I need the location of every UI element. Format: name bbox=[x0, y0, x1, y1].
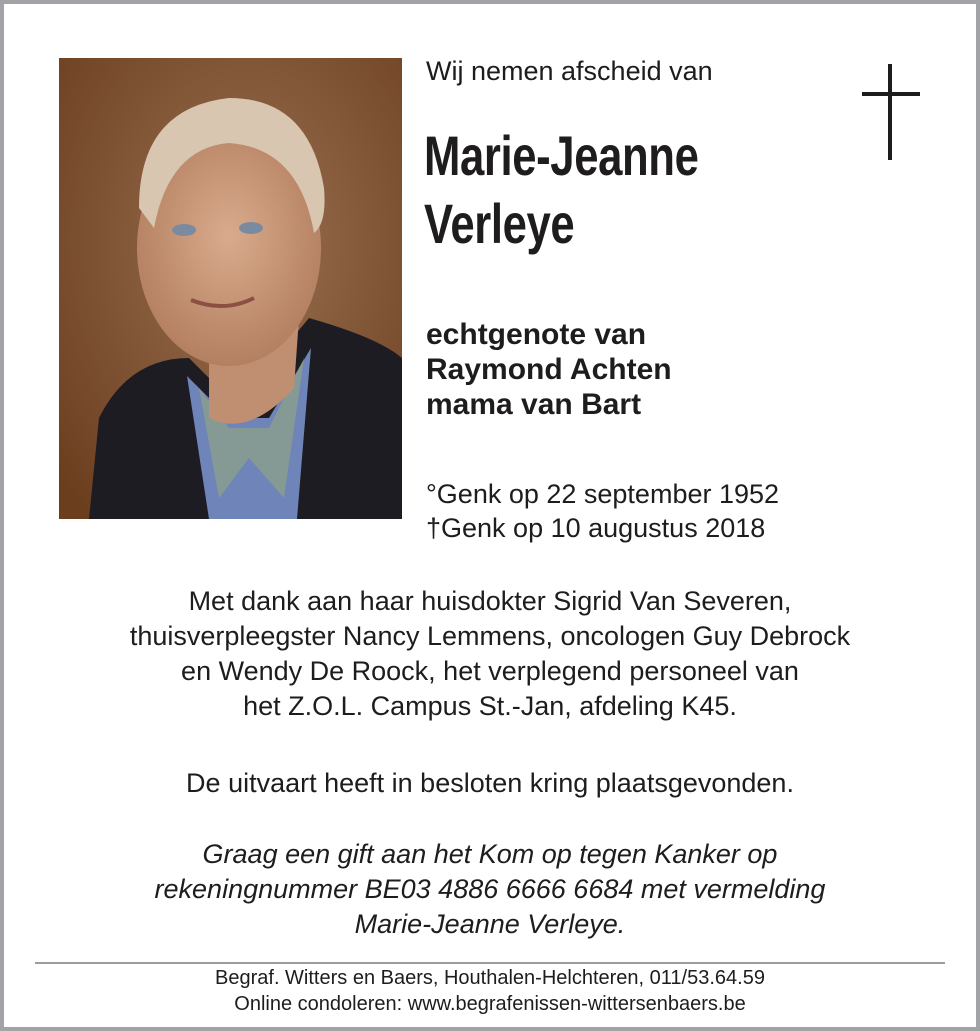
deceased-name bbox=[424, 122, 699, 258]
relation-line: Raymond Achten bbox=[426, 353, 672, 386]
life-dates bbox=[426, 477, 779, 545]
portrait-photo bbox=[59, 58, 402, 519]
donation-request bbox=[4, 837, 976, 942]
donation-line: Graag een gift aan het Kom op tegen Kanker op bbox=[202, 839, 778, 869]
condolences-link[interactable]: Online condoleren: www.begrafenissen-wittersenbaers.be bbox=[234, 993, 746, 1015]
name-line-1: Marie-Jeanne bbox=[424, 124, 699, 187]
footer bbox=[4, 965, 976, 1017]
obituary-card bbox=[4, 4, 976, 1027]
intro-text: Wij nemen afscheid van bbox=[426, 56, 713, 86]
donation-line: rekeningnummer BE03 4886 6666 6684 met vermelding bbox=[154, 874, 826, 904]
name-line-2: Verleye bbox=[424, 192, 575, 255]
relation-line: echtgenote van bbox=[426, 318, 647, 351]
death-date: †Genk op 10 augustus 2018 bbox=[426, 513, 766, 543]
relation-line: mama van Bart bbox=[426, 388, 642, 421]
footer-divider bbox=[35, 962, 945, 964]
ceremony-note bbox=[4, 766, 976, 801]
thanks-paragraph bbox=[4, 584, 976, 724]
thanks-line: en Wendy De Roock, het verplegend personeel van bbox=[181, 656, 799, 686]
ceremony-text: De uitvaart heeft in besloten kring plaatsgevonden. bbox=[186, 768, 794, 798]
donation-line: Marie-Jeanne Verleye. bbox=[354, 909, 626, 939]
thanks-line: het Z.O.L. Campus St.-Jan, afdeling K45. bbox=[243, 691, 737, 721]
thanks-line: Met dank aan haar huisdokter Sigrid Van Severen, bbox=[188, 586, 792, 616]
relations bbox=[426, 317, 672, 422]
portrait-illustration bbox=[59, 58, 402, 519]
cross-icon bbox=[862, 64, 920, 160]
thanks-line: thuisverpleegster Nancy Lemmens, oncologen Guy Debrock bbox=[129, 621, 851, 651]
funeral-home-info: Begraf. Witters en Baers, Houthalen-Helchteren, 011/53.64.59 bbox=[215, 967, 765, 989]
birth-date: °Genk op 22 september 1952 bbox=[426, 479, 780, 509]
